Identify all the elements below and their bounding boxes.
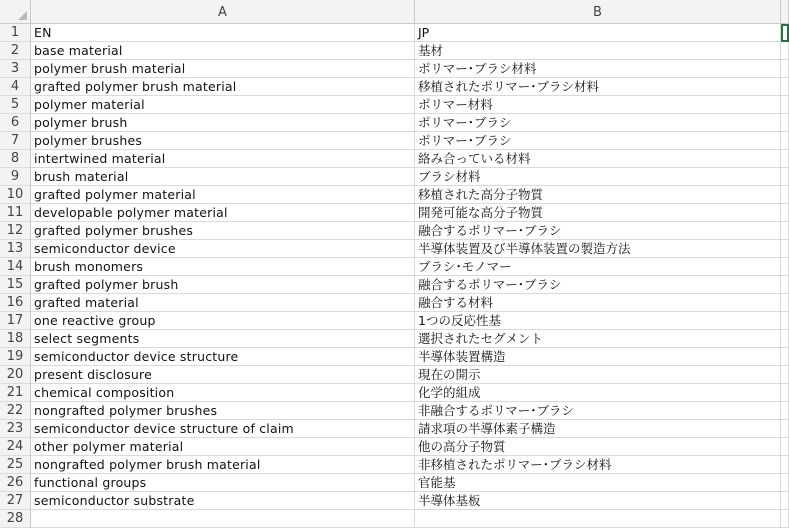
cell-jp[interactable]: 非移植されたポリマー･ブラシ材料 <box>415 456 781 474</box>
cell-jp[interactable]: 融合するポリマー･ブラシ <box>415 276 781 294</box>
row-header[interactable]: 8 <box>0 150 31 168</box>
cell-jp[interactable]: 融合するポリマー･ブラシ <box>415 222 781 240</box>
cell-en[interactable]: brush material <box>31 168 415 186</box>
cell-en[interactable]: grafted polymer brush <box>31 276 415 294</box>
row-header[interactable]: 17 <box>0 312 31 330</box>
row-header[interactable]: 13 <box>0 240 31 258</box>
table-row <box>0 312 789 330</box>
cell-en[interactable]: polymer brush material <box>31 60 415 78</box>
table-row <box>0 384 789 402</box>
cell-jp[interactable]: 開発可能な高分子物質 <box>415 204 781 222</box>
row-header[interactable]: 24 <box>0 438 31 456</box>
cell-c[interactable] <box>781 276 789 294</box>
selected-cell-c1[interactable] <box>781 24 789 42</box>
cell-c[interactable] <box>781 42 789 60</box>
column-header-c[interactable] <box>781 0 789 24</box>
cell-c[interactable] <box>781 510 789 528</box>
cell-en[interactable]: other polymer material <box>31 438 415 456</box>
cell-c[interactable] <box>781 366 789 384</box>
cell-en[interactable]: nongrafted polymer brushes <box>31 402 415 420</box>
row-header[interactable]: 6 <box>0 114 31 132</box>
table-row <box>0 96 789 114</box>
table-row <box>0 402 789 420</box>
cell-en[interactable]: nongrafted polymer brush material <box>31 456 415 474</box>
table-row <box>0 42 789 60</box>
cell-c[interactable] <box>781 240 789 258</box>
cell-jp[interactable]: 移植された高分子物質 <box>415 186 781 204</box>
cell-en[interactable]: polymer brush <box>31 114 415 132</box>
row-header[interactable]: 28 <box>0 510 31 528</box>
table-row <box>0 330 789 348</box>
row-header[interactable]: 27 <box>0 492 31 510</box>
table-row <box>0 132 789 150</box>
table-row <box>0 114 789 132</box>
row-header[interactable]: 5 <box>0 96 31 114</box>
cell-c[interactable] <box>781 438 789 456</box>
table-row <box>0 510 789 528</box>
cell-jp[interactable]: 現在の開示 <box>415 366 781 384</box>
cell-en[interactable]: semiconductor device structure of claim <box>31 420 415 438</box>
cell-jp[interactable]: 官能基 <box>415 474 781 492</box>
row-header[interactable]: 12 <box>0 222 31 240</box>
row-header[interactable]: 4 <box>0 78 31 96</box>
row-header[interactable]: 15 <box>0 276 31 294</box>
cell-en[interactable]: intertwined material <box>31 150 415 168</box>
cell-en[interactable]: present disclosure <box>31 366 415 384</box>
row-header[interactable]: 10 <box>0 186 31 204</box>
rows-container <box>0 24 789 528</box>
column-header-a[interactable]: A <box>31 0 415 24</box>
table-row <box>0 186 789 204</box>
select-all-corner[interactable] <box>0 0 31 24</box>
cell-c[interactable] <box>781 204 789 222</box>
cell-en[interactable]: semiconductor device <box>31 240 415 258</box>
cell-jp[interactable]: 化学的組成 <box>415 384 781 402</box>
cell-jp[interactable] <box>415 510 781 528</box>
cell-en[interactable]: brush monomers <box>31 258 415 276</box>
table-row <box>0 294 789 312</box>
cell-c[interactable] <box>781 492 789 510</box>
cell-c[interactable] <box>781 132 789 150</box>
table-row <box>0 438 789 456</box>
cell-jp[interactable]: 融合する材料 <box>415 294 781 312</box>
cell-en[interactable]: base material <box>31 42 415 60</box>
cell-jp[interactable]: 他の高分子物質 <box>415 438 781 456</box>
table-row <box>0 474 789 492</box>
cell-c[interactable] <box>781 258 789 276</box>
row-header[interactable]: 3 <box>0 60 31 78</box>
cell-en[interactable]: grafted material <box>31 294 415 312</box>
row-header[interactable]: 26 <box>0 474 31 492</box>
select-all-triangle-icon <box>18 11 27 20</box>
row-header[interactable]: 20 <box>0 366 31 384</box>
table-row <box>0 258 789 276</box>
cell-c[interactable] <box>781 420 789 438</box>
cell-en[interactable]: semiconductor substrate <box>31 492 415 510</box>
cell-jp[interactable]: ブラシ材料 <box>415 168 781 186</box>
cell-c[interactable] <box>781 150 789 168</box>
cell-en[interactable]: one reactive group <box>31 312 415 330</box>
cell-en[interactable]: select segments <box>31 330 415 348</box>
cell-en[interactable]: grafted polymer brushes <box>31 222 415 240</box>
cell-c[interactable] <box>781 330 789 348</box>
table-row <box>0 492 789 510</box>
cell-en[interactable]: functional groups <box>31 474 415 492</box>
row-header[interactable]: 25 <box>0 456 31 474</box>
cell-jp[interactable]: 移植されたポリマー･ブラシ材料 <box>415 78 781 96</box>
cell-jp[interactable]: 半導体基板 <box>415 492 781 510</box>
cell-c[interactable] <box>781 186 789 204</box>
row-header[interactable]: 7 <box>0 132 31 150</box>
table-row <box>0 204 789 222</box>
cell-en[interactable]: EN <box>31 24 415 42</box>
row-header[interactable]: 9 <box>0 168 31 186</box>
row-header[interactable]: 14 <box>0 258 31 276</box>
cell-c[interactable] <box>781 60 789 78</box>
cell-en[interactable]: grafted polymer material <box>31 186 415 204</box>
cell-jp[interactable]: 請求項の半導体素子構造 <box>415 420 781 438</box>
row-header[interactable]: 19 <box>0 348 31 366</box>
table-row <box>0 78 789 96</box>
table-row <box>0 240 789 258</box>
cell-c[interactable] <box>781 114 789 132</box>
cell-jp[interactable]: 半導体装置及び半導体装置の製造方法 <box>415 240 781 258</box>
cell-c[interactable] <box>781 474 789 492</box>
column-header-b[interactable]: B <box>415 0 781 24</box>
cell-c[interactable] <box>781 168 789 186</box>
cell-jp[interactable]: 半導体装置構造 <box>415 348 781 366</box>
table-row <box>0 150 789 168</box>
cell-en[interactable]: polymer brushes <box>31 132 415 150</box>
cell-jp[interactable]: 選択されたセグメント <box>415 330 781 348</box>
row-header[interactable]: 2 <box>0 42 31 60</box>
cell-jp[interactable]: 基材 <box>415 42 781 60</box>
table-row <box>0 456 789 474</box>
cell-c[interactable] <box>781 402 789 420</box>
table-row <box>0 420 789 438</box>
row-header[interactable]: 16 <box>0 294 31 312</box>
cell-c[interactable] <box>781 78 789 96</box>
cell-en[interactable]: chemical composition <box>31 384 415 402</box>
cell-en[interactable]: grafted polymer brush material <box>31 78 415 96</box>
cell-en[interactable]: polymer material <box>31 96 415 114</box>
cell-jp[interactable]: 非融合するポリマー･ブラシ <box>415 402 781 420</box>
cell-c[interactable] <box>781 348 789 366</box>
table-row <box>0 276 789 294</box>
cell-jp[interactable]: 1つの反応性基 <box>415 312 781 330</box>
cell-c[interactable] <box>781 96 789 114</box>
cell-en[interactable]: semiconductor device structure <box>31 348 415 366</box>
table-row <box>0 348 789 366</box>
cell-c[interactable] <box>781 312 789 330</box>
cell-jp[interactable]: 絡み合っている材料 <box>415 150 781 168</box>
table-row <box>0 24 789 42</box>
cell-c[interactable] <box>781 294 789 312</box>
row-header[interactable]: 21 <box>0 384 31 402</box>
cell-c[interactable] <box>781 222 789 240</box>
row-header[interactable]: 23 <box>0 420 31 438</box>
table-row <box>0 168 789 186</box>
row-header[interactable]: 1 <box>0 24 31 42</box>
cell-jp[interactable]: ポリマー･ブラシ材料 <box>415 60 781 78</box>
table-row <box>0 222 789 240</box>
cell-jp[interactable]: ポリマー材料 <box>415 96 781 114</box>
row-header[interactable]: 11 <box>0 204 31 222</box>
row-header[interactable]: 18 <box>0 330 31 348</box>
cell-jp[interactable]: ポリマー･ブラシ <box>415 132 781 150</box>
cell-jp[interactable]: ポリマー･ブラシ <box>415 114 781 132</box>
cell-c[interactable] <box>781 456 789 474</box>
cell-c[interactable] <box>781 384 789 402</box>
table-row <box>0 366 789 384</box>
cell-en[interactable] <box>31 510 415 528</box>
table-row <box>0 60 789 78</box>
cell-jp[interactable]: JP <box>415 24 781 42</box>
cell-jp[interactable]: ブラシ･モノマー <box>415 258 781 276</box>
row-header[interactable]: 22 <box>0 402 31 420</box>
cell-en[interactable]: developable polymer material <box>31 204 415 222</box>
